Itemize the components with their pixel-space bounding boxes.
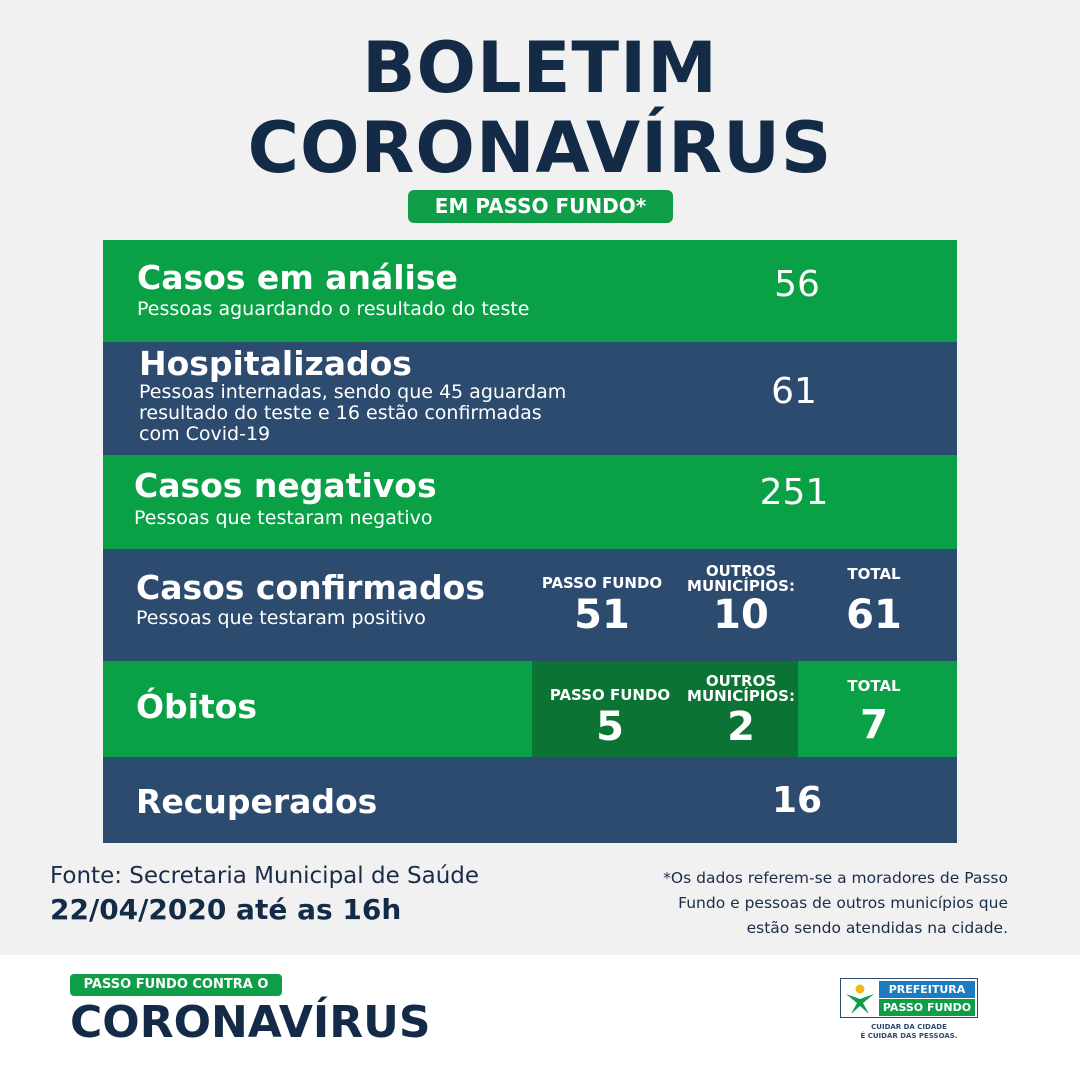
row-description-line-2: resultado do teste e 16 estão confirmadas xyxy=(139,402,542,424)
row-title: Casos em análise xyxy=(137,258,458,297)
total-label: TOTAL xyxy=(847,677,901,695)
row-value: 16 xyxy=(771,780,823,821)
total-value: 7 xyxy=(860,702,888,748)
row-description: Pessoas aguardando o resultado do teste xyxy=(137,298,530,320)
location-badge: EM PASSO FUNDO* xyxy=(408,190,673,223)
row-hospitalizados xyxy=(103,342,957,455)
prefeitura-logo-icon xyxy=(843,982,877,1016)
row-title: Hospitalizados xyxy=(139,344,412,383)
logo-tagline xyxy=(820,1023,998,1041)
row-title: Casos confirmados xyxy=(136,568,485,607)
outros-value: 2 xyxy=(727,704,755,750)
row-description: Pessoas que testaram negativo xyxy=(134,507,433,529)
row-value: 251 xyxy=(759,472,829,513)
logo-tagline-line-1: CUIDAR DA CIDADE xyxy=(871,1023,947,1031)
row-casos-confirmados xyxy=(103,549,957,661)
row-value: 61 xyxy=(771,371,817,412)
logo-text-passo-fundo: PASSO FUNDO xyxy=(879,999,975,1016)
logo-tagline-line-2: É CUIDAR DAS PESSOAS. xyxy=(860,1032,958,1040)
total-label: TOTAL xyxy=(847,565,901,583)
row-description-line-3: com Covid-19 xyxy=(139,423,271,445)
total-value: 61 xyxy=(846,592,902,638)
footnote-line-3: estão sendo atendidas na cidade. xyxy=(746,919,1008,937)
passo-fundo-value: 51 xyxy=(574,592,630,638)
row-title: Óbitos xyxy=(136,687,258,726)
campaign-title: CORONAVÍRUS xyxy=(70,997,431,1048)
row-casos-em-analise xyxy=(103,240,957,342)
outros-value: 10 xyxy=(713,592,769,638)
row-obitos xyxy=(103,661,957,757)
bulletin-date: 22/04/2020 até as 16h xyxy=(50,893,402,926)
outros-label-line-1: OUTROS xyxy=(705,562,777,580)
prefeitura-logo xyxy=(840,978,978,1018)
logo-text-prefeitura: PREFEITURA xyxy=(879,981,975,998)
passo-fundo-label: PASSO FUNDO xyxy=(549,686,671,704)
row-title: Casos negativos xyxy=(134,466,437,505)
footnote-line-2: Fundo e pessoas de outros municípios que xyxy=(678,894,1008,912)
row-casos-negativos xyxy=(103,455,957,549)
row-recuperados xyxy=(103,757,957,843)
passo-fundo-label: PASSO FUNDO xyxy=(541,574,663,592)
row-description: Pessoas que testaram positivo xyxy=(136,607,426,629)
row-value: 56 xyxy=(774,264,820,305)
row-title: Recuperados xyxy=(136,782,378,821)
outros-label-line-2: MUNICÍPIOS: xyxy=(687,687,795,705)
title-line-1: BOLETIM xyxy=(362,27,718,109)
footnote xyxy=(588,866,1008,941)
outros-label-line-2: MUNICÍPIOS: xyxy=(687,577,795,595)
campaign-badge: PASSO FUNDO CONTRA O xyxy=(70,974,282,996)
footnote-line-1: *Os dados referem-se a moradores de Passo xyxy=(663,869,1008,887)
row-description-line-1: Pessoas internadas, sendo que 45 aguardam xyxy=(139,381,567,403)
passo-fundo-value: 5 xyxy=(596,704,624,750)
title-line-2: CORONAVÍRUS xyxy=(247,107,833,189)
outros-label-line-1: OUTROS xyxy=(705,672,777,690)
source-text: Fonte: Secretaria Municipal de Saúde xyxy=(50,863,480,889)
